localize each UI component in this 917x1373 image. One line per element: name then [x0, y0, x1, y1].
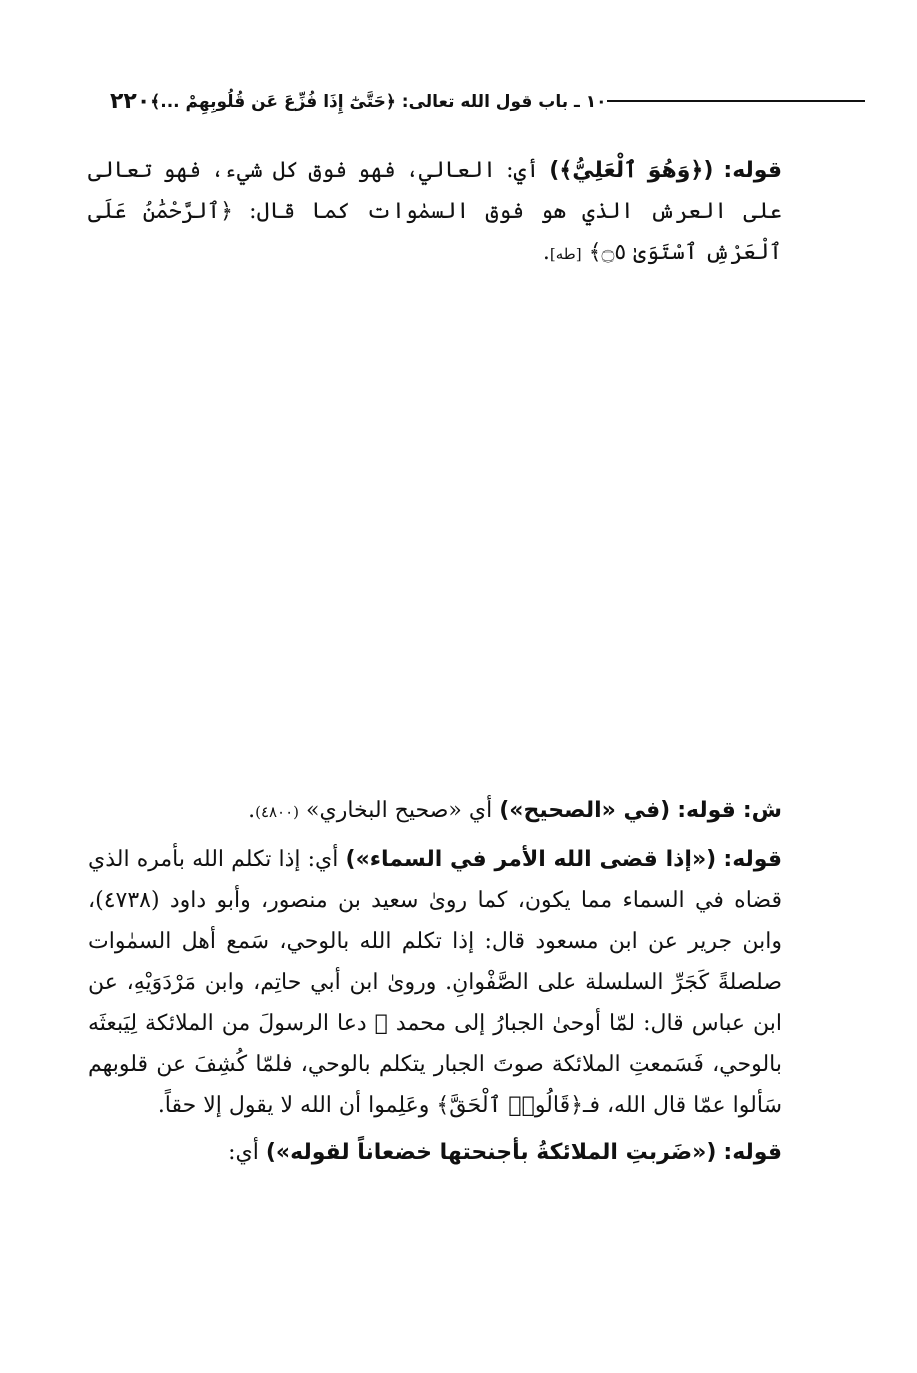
paragraph-text: أي «صحيح البخاري» [306, 798, 493, 823]
keyword-label: قوله: [723, 847, 782, 872]
top-text-block [88, 150, 782, 275]
paragraph-end: . [248, 798, 256, 823]
paragraph-end: . [542, 240, 550, 265]
paragraph-text: أي: العالي، فهو فوق كل شيء، فهو تعالى على العرش الذي هو فوق السمٰوات كما قال: ﴿ٱلرَّحْمَٰنُ عَلَى ٱلْعَرْشِ ٱسْتَوَىٰ ۝٥﴾ [88, 158, 782, 265]
commentary-paragraph [88, 839, 782, 1126]
paragraph-text: أي: [228, 1140, 259, 1165]
commentary-paragraph [88, 1132, 782, 1173]
paragraph-text: أي: إذا تكلم الله بأمره الذي قضاه في السماء مما يكون، كما روىٰ سعيد بن منصور، وأبو داود (٤٧٣٨)، وابن جرير عن ابن مسعود قال: إذا تكلم الله بالوحي، سَمع أهل السمٰوات صلصلةً كَجَرِّ السلسلة على الصَّفْوانِ. وروىٰ ابن أبي حاتِم، وابن مَرْدَوَيْهِ، عن ابن عباس قال: لمّا أوحىٰ الجبارُ إلى محمد ﷺ دعا الرسولَ من الملائكة لِيَبعثَه بالوحي، فَسَمعتِ الملائكة صوتَ الجبار يتكلم بالوحي، فلمّا كُشِفَ عن قلوبهم سَألوا عمّا قال الله، فـ﴿قَالُوا۟ ٱلْحَقَّ﴾ وعَلِموا أن الله لا يقول إلا حقاً. [88, 847, 782, 1118]
keyword-label: قوله: [723, 158, 782, 183]
keyword-label: قوله: [723, 1140, 782, 1165]
quoted-phrase: («ضَربتِ الملائكةُ بأجنحتها خضعاناً لقوله») [265, 1140, 717, 1165]
header-rule [607, 100, 865, 102]
quoted-phrase: (﴿وَهُوَ ٱلْعَلِيُّ﴾) [549, 158, 714, 183]
quoted-phrase: («إذا قضى الله الأمر في السماء») [345, 847, 717, 872]
reference: [طه] [549, 245, 582, 263]
page-header [92, 84, 877, 118]
section-prefix: ش: [742, 798, 782, 823]
keyword-label: قوله: [677, 798, 736, 823]
page-number: ٢٢٠ [110, 88, 151, 114]
running-title: ١٠ ـ باب قول الله تعالى: ﴿حَتَّىٰٓ إِذَا فُزِّعَ عَن قُلُوبِهِمْ ...﴾ [150, 91, 607, 112]
bottom-text-block [88, 790, 782, 1179]
reference: (٤٨٠٠) [255, 803, 300, 821]
commentary-paragraph [88, 790, 782, 833]
quoted-phrase: (في «الصحيح») [499, 798, 671, 823]
commentary-paragraph [88, 150, 782, 275]
